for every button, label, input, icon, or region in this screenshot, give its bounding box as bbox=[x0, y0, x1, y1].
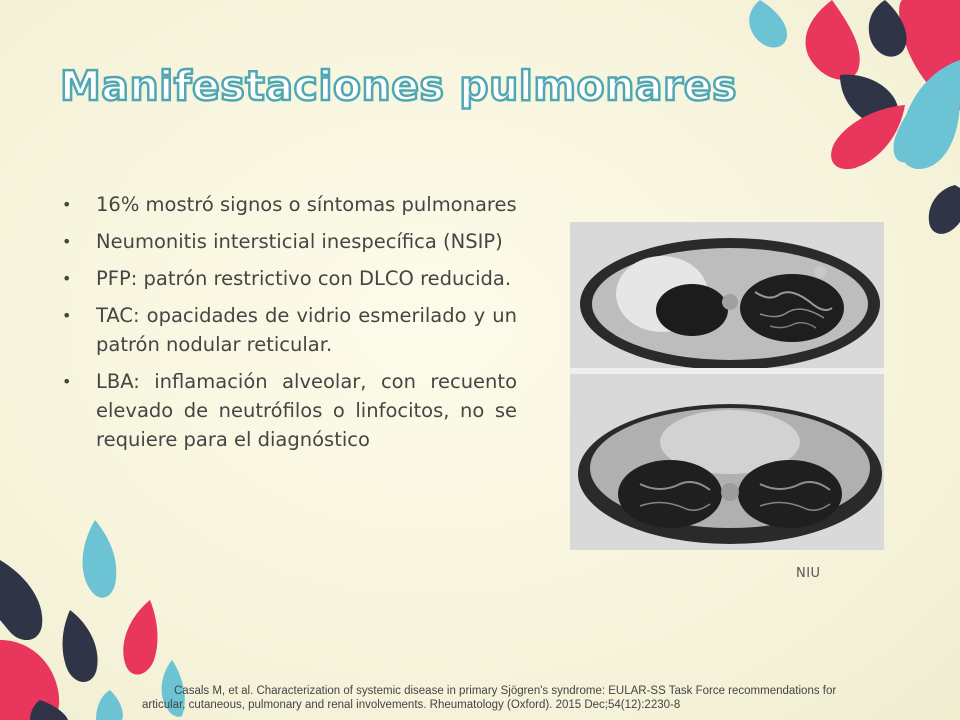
image-caption: NIU bbox=[796, 566, 821, 581]
bullet-item: • LBA: inflamación alveolar, con recuento elevado de neutrófilos o linfocitos, no se requiere para el diagnóstico bbox=[62, 367, 517, 454]
petals-top-right bbox=[749, 0, 960, 234]
citation-line-2: articular, cutaneous, pulmonary and renal involvements. Rheumatology (Oxford). 2015 Dec;54(12):2230-8 bbox=[142, 699, 681, 711]
citation-reference bbox=[142, 684, 952, 712]
ct-scan-image bbox=[570, 222, 884, 550]
bullet-list bbox=[62, 190, 517, 462]
ct-scan-lower bbox=[570, 374, 884, 550]
bullet-item: • TAC: opacidades de vidrio esmerilado y un patrón nodular reticular. bbox=[62, 301, 517, 359]
ct-scan-upper bbox=[570, 222, 884, 374]
slide-title: Manifestaciones pulmonares bbox=[60, 62, 737, 110]
bullet-item: • 16% mostró signos o síntomas pulmonares bbox=[62, 190, 517, 219]
bullet-item: • Neumonitis intersticial inespecífica (NSIP) bbox=[62, 227, 517, 256]
citation-line-1: Casals M, et al. Characterization of systemic disease in primary Sjögren's syndrome: EULAR-SS Task Force recommendations for bbox=[174, 685, 837, 697]
bullet-item: • PFP: patrón restrictivo con DLCO reducida. bbox=[62, 264, 517, 293]
